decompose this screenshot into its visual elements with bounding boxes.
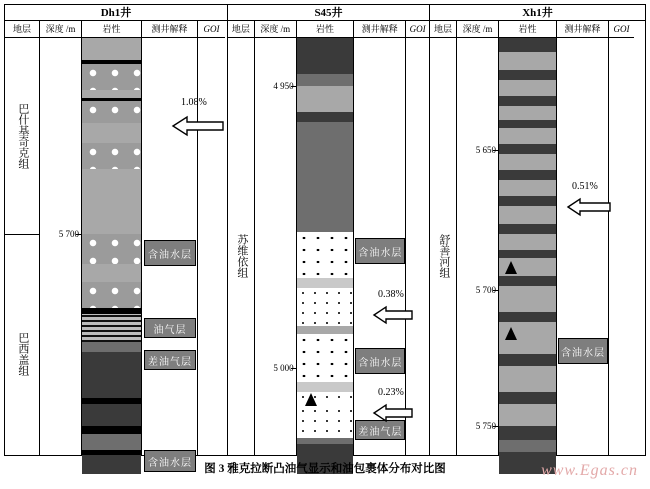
- column-header-strata: 地层: [228, 21, 254, 38]
- goi-arrow: [171, 115, 225, 137]
- column-interpretation-xh1: [556, 21, 608, 455]
- panel-well-xh1: [429, 5, 645, 455]
- interpretation-box: 含油水层: [355, 238, 405, 264]
- interpretation-box: 含油水层: [558, 338, 608, 364]
- column-body-depth: [40, 38, 81, 455]
- depth-tick: 5 000: [273, 363, 294, 373]
- column-depth-dh1: [39, 21, 81, 455]
- goi-arrow: [566, 197, 612, 217]
- goi-value: 0.51%: [572, 181, 598, 192]
- column-lithology-s45: [296, 21, 354, 455]
- column-body-strata: [228, 38, 254, 455]
- depth-tick: 5 750: [475, 421, 496, 431]
- column-body-depth: [255, 38, 296, 455]
- column-lithology-dh1: [81, 21, 141, 455]
- column-interpretation-dh1: [141, 21, 197, 469]
- column-body-depth: [457, 38, 498, 455]
- interpretation-box: 含油水层: [144, 240, 196, 266]
- column-strata-xh1: [430, 21, 456, 455]
- strata-label: 舒善河组: [437, 234, 450, 278]
- depth-tick: 5 700: [58, 229, 79, 239]
- column-body-goi: [406, 38, 429, 455]
- column-header-strata: 地层: [5, 21, 39, 38]
- strata-label: 巴什基奇克组: [16, 103, 29, 169]
- interpretation-box: 含油水层: [355, 348, 405, 374]
- column-header-depth: 深度 /m: [40, 21, 81, 38]
- column-goi-s45: [405, 21, 429, 455]
- column-body-lithology: [499, 38, 556, 455]
- column-depth-xh1: [456, 21, 498, 455]
- column-header-lithology: 岩性: [297, 21, 354, 38]
- column-header-interpretation: 测井解释: [557, 21, 608, 38]
- well-title-s45: S45井: [228, 5, 429, 21]
- column-body-interpretation: [557, 38, 608, 455]
- goi-arrow: [372, 305, 414, 325]
- column-strata-dh1: [5, 21, 39, 455]
- figure-caption: 图 3 雅克拉断凸油气显示和油包裹体分布对比图: [204, 463, 446, 475]
- column-lithology-xh1: [498, 21, 556, 455]
- column-header-strata: 地层: [430, 21, 456, 38]
- column-header-goi: GOI: [609, 21, 634, 38]
- column-header-lithology: 岩性: [499, 21, 556, 38]
- column-header-goi: GOI: [406, 21, 429, 38]
- depth-tick: 5 700: [475, 285, 496, 295]
- column-body-strata: [430, 38, 456, 455]
- column-header-lithology: 岩性: [82, 21, 141, 38]
- column-header-interpretation: 测井解释: [142, 21, 197, 38]
- watermark: www.Egas.cn: [541, 462, 638, 479]
- column-goi-dh1: [197, 21, 225, 455]
- column-goi-xh1: [608, 21, 634, 455]
- interpretation-box: 差油气层: [355, 420, 405, 440]
- column-body-goi: [609, 38, 634, 455]
- depth-tick: 5 650: [475, 145, 496, 155]
- interpretation-box: 差油气层: [144, 350, 196, 370]
- column-body-lithology: [297, 38, 354, 455]
- column-header-interpretation: 测井解释: [354, 21, 405, 38]
- panel-well-dh1: [5, 5, 227, 469]
- depth-tick: 4 950: [273, 81, 294, 91]
- goi-value: 0.38%: [378, 289, 404, 300]
- panel-well-s45: [227, 5, 429, 455]
- column-header-goi: GOI: [198, 21, 225, 38]
- column-header-depth: 深度 /m: [255, 21, 296, 38]
- goi-value: 1.08%: [181, 97, 207, 108]
- goi-value: 0.23%: [378, 387, 404, 398]
- column-depth-s45: [254, 21, 296, 455]
- goi-arrow: [372, 403, 414, 423]
- well-title-xh1: Xh1井: [430, 5, 645, 21]
- column-strata-s45: [228, 21, 254, 455]
- well-title-dh1: Dh1井: [5, 5, 227, 21]
- strata-label: 巴西盖组: [16, 332, 29, 376]
- strata-label: 苏维依组: [235, 234, 248, 278]
- column-body-lithology: [82, 38, 141, 455]
- interpretation-box: 含油水层: [144, 450, 196, 472]
- column-header-depth: 深度 /m: [457, 21, 498, 38]
- column-body-strata: [5, 38, 39, 455]
- interpretation-box: 油气层: [144, 318, 196, 338]
